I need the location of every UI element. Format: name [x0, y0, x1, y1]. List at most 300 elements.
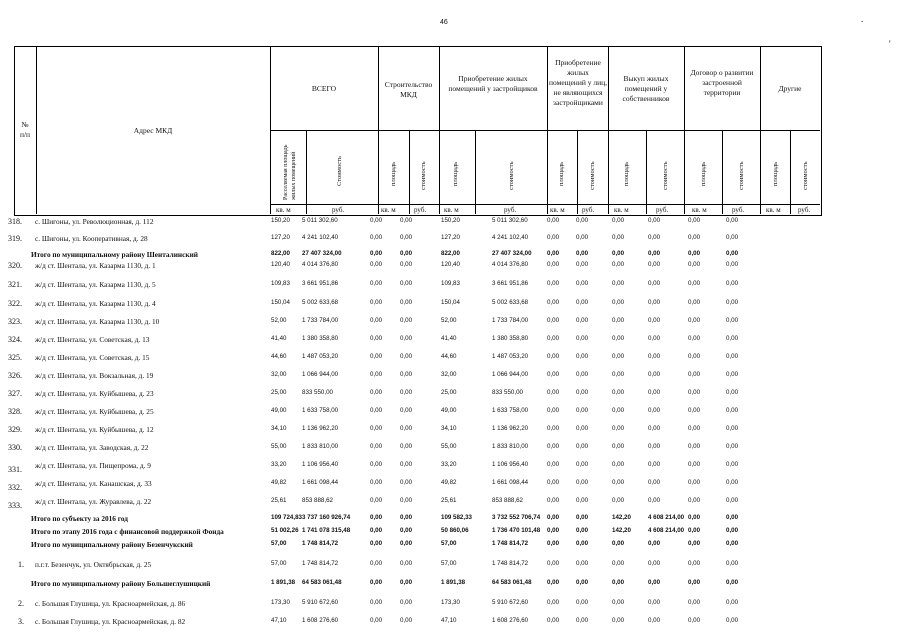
table-row	[0, 217, 905, 229]
row-value: 0,00	[648, 560, 661, 567]
row-address: с. Шигоны, ул. Революционная, д. 112	[35, 217, 154, 226]
row-value: 0,00	[400, 443, 413, 450]
table-row	[0, 261, 905, 273]
row-address: ж/д ст. Шентала, ул. Советская, д. 15	[35, 353, 150, 362]
row-value: 822,00	[441, 250, 460, 257]
row-value: 0,00	[612, 234, 625, 241]
subheader-area: площадь	[700, 161, 707, 186]
row-value: 1 748 814,72	[302, 540, 339, 547]
address-header: Адрес МКД	[133, 126, 173, 135]
row-value: 0,00	[726, 579, 739, 586]
row-value: 0,00	[576, 617, 589, 624]
table-row	[0, 299, 905, 311]
row-value: 0,00	[370, 479, 383, 486]
row-address: ж/д ст. Шентала, ул. Казарма 1130, д. 10	[35, 317, 160, 326]
row-address: ж/д ст. Шентала, ул. Советская, д. 13	[35, 335, 150, 344]
row-value: 0,00	[400, 425, 413, 432]
row-value: 0,00	[688, 407, 701, 414]
row-value: 0,00	[400, 560, 413, 567]
row-value: 0,00	[576, 527, 589, 534]
row-value: 3 737 160 926,74	[302, 514, 351, 521]
row-value: 0,00	[688, 317, 701, 324]
row-value: 0,00	[576, 234, 589, 241]
row-value: 0,00	[370, 389, 383, 396]
row-value: 0,00	[648, 250, 661, 257]
row-address: Итого по муниципальному району Безенчукский	[31, 540, 193, 549]
row-value: 0,00	[547, 560, 560, 567]
row-value: 1 733 784,00	[302, 317, 339, 324]
row-value: 0,00	[648, 317, 661, 324]
group-developers: Приобретение жилых помещений у застройщиков	[448, 74, 538, 93]
row-value: 0,00	[648, 425, 661, 432]
row-value: 127,20	[441, 234, 460, 241]
row-value: 47,10	[441, 617, 457, 624]
row-value: 25,00	[441, 389, 457, 396]
row-value: 0,00	[576, 443, 589, 450]
row-value: 3 661 951,86	[492, 280, 529, 287]
row-value: 0,00	[612, 425, 625, 432]
row-value: 0,00	[648, 579, 661, 586]
row-value: 49,82	[441, 479, 457, 486]
row-number: 1.	[18, 560, 24, 569]
row-value: 1 741 078 315,48	[302, 527, 351, 534]
row-value: 109 582,33	[441, 514, 472, 521]
row-value: 0,00	[547, 335, 560, 342]
row-value: 0,00	[400, 217, 413, 224]
row-value: 0,00	[370, 579, 383, 586]
row-value: 34,10	[271, 425, 287, 432]
row-value: 49,00	[441, 407, 457, 414]
row-value: 4 608 214,00	[648, 527, 685, 534]
row-number: 329.	[8, 425, 22, 434]
row-address: ж/д ст. Шентала, ул. Журавлева, д. 22	[35, 497, 152, 506]
row-value: 0,00	[612, 217, 625, 224]
table-row	[0, 479, 905, 491]
row-value: 0,00	[612, 335, 625, 342]
table-row	[0, 443, 905, 455]
row-value: 833 550,00	[302, 389, 333, 396]
row-value: 173,30	[441, 599, 460, 606]
row-number: 325.	[8, 353, 22, 362]
row-value: 0,00	[547, 479, 560, 486]
row-value: 0,00	[612, 461, 625, 468]
row-number: 3.	[18, 617, 24, 626]
row-address: ж/д ст. Шентала, ул. Казарма 1130, д. 4	[35, 299, 156, 308]
row-value: 57,00	[441, 540, 457, 547]
row-value: 1 106 956,40	[302, 461, 339, 468]
row-value: 27 407 324,00	[302, 250, 342, 257]
subheader-area: площадь	[558, 161, 565, 186]
row-value: 4 608 214,00	[648, 514, 685, 521]
row-value: 0,00	[688, 497, 701, 504]
row-value: 0,00	[576, 335, 589, 342]
row-value: 0,00	[547, 299, 560, 306]
table-row	[0, 540, 905, 552]
row-value: 150,20	[271, 217, 290, 224]
row-value: 120,40	[271, 261, 290, 268]
row-value: 0,00	[400, 261, 413, 268]
row-address: ж/д ст. Шентала, ул. Пищепрома, д. 9	[35, 461, 151, 470]
row-address: ж/д ст. Шентала, ул. Канашская, д. 33	[35, 479, 152, 488]
row-value: 0,00	[688, 371, 701, 378]
row-value: 0,00	[576, 579, 589, 586]
row-value: 52,00	[441, 317, 457, 324]
row-address: ж/д ст. Шентала, ул. Казарма 1130, д. 5	[35, 280, 156, 289]
row-value: 127,20	[271, 234, 290, 241]
row-value: 3 732 552 706,74	[492, 514, 541, 521]
row-value: 0,00	[612, 353, 625, 360]
unit-label: руб.	[332, 206, 345, 214]
row-value: 0,00	[612, 540, 625, 547]
row-value: 0,00	[400, 527, 413, 534]
row-number: 322.	[8, 299, 22, 308]
unit-label: руб.	[504, 206, 517, 214]
row-value: 1 833 810,00	[302, 443, 339, 450]
row-value: 0,00	[648, 299, 661, 306]
subheader-cost: стоимость	[662, 161, 669, 190]
row-number: 326.	[8, 371, 22, 380]
row-value: 0,00	[688, 599, 701, 606]
row-value: 0,00	[400, 617, 413, 624]
row-value: 109 724,83	[271, 514, 302, 521]
row-value: 0,00	[688, 261, 701, 268]
row-value: 0,00	[576, 317, 589, 324]
row-address: п.г.т. Безенчук, ул. Октябрьская, д. 25	[35, 560, 152, 569]
unit-label: руб.	[732, 206, 745, 214]
table-row	[0, 317, 905, 329]
table-row	[0, 461, 905, 473]
row-value: 1 380 358,80	[492, 335, 529, 342]
table-row	[0, 371, 905, 383]
row-value: 5 011 302,60	[492, 217, 528, 224]
row-value: 0,00	[547, 317, 560, 324]
row-value: 0,00	[726, 461, 739, 468]
row-value: 1 748 814,72	[492, 540, 529, 547]
row-value: 0,00	[547, 261, 560, 268]
row-value: 0,00	[370, 299, 383, 306]
row-value: 0,00	[648, 407, 661, 414]
row-value: 44,60	[441, 353, 457, 360]
unit-label: кв. м	[276, 206, 291, 214]
row-value: 0,00	[576, 407, 589, 414]
table-header	[14, 46, 822, 216]
row-value: 0,00	[688, 514, 701, 521]
row-value: 150,04	[441, 299, 460, 306]
row-value: 55,00	[271, 443, 287, 450]
row-value: 0,00	[648, 234, 661, 241]
row-value: 0,00	[688, 280, 701, 287]
row-value: 0,00	[726, 317, 739, 324]
row-value: 1 661 098,44	[302, 479, 339, 486]
subheader-area: площадь	[390, 161, 397, 186]
row-value: 0,00	[648, 261, 661, 268]
row-value: 0,00	[726, 527, 739, 534]
row-value: 0,00	[370, 599, 383, 606]
unit-label: руб.	[414, 206, 427, 214]
row-value: 0,00	[400, 335, 413, 342]
row-value: 0,00	[547, 280, 560, 287]
row-value: 0,00	[612, 599, 625, 606]
row-value: 49,82	[271, 479, 287, 486]
row-value: 0,00	[400, 461, 413, 468]
row-value: 1 891,38	[271, 579, 296, 586]
table-row	[0, 560, 905, 572]
group-non-developers: Приобретение жилых помещений у лиц, не являющихся застройщиками	[549, 58, 607, 107]
row-value: 0,00	[612, 497, 625, 504]
row-value: 0,00	[547, 407, 560, 414]
row-value: 0,00	[576, 425, 589, 432]
row-value: 0,00	[726, 407, 739, 414]
row-value: 0,00	[576, 299, 589, 306]
row-value: 0,00	[612, 579, 625, 586]
row-value: 0,00	[576, 217, 589, 224]
row-value: 0,00	[400, 389, 413, 396]
row-address: с. Шигоны, ул. Кооперативная, д. 28	[35, 234, 148, 243]
row-value: 0,00	[370, 407, 383, 414]
row-value: 1 833 810,00	[492, 443, 529, 450]
row-value: 0,00	[726, 389, 739, 396]
row-value: 55,00	[441, 443, 457, 450]
row-value: 5 002 633,68	[302, 299, 339, 306]
row-value: 1 066 944,00	[492, 371, 529, 378]
row-value: 0,00	[547, 461, 560, 468]
row-value: 0,00	[648, 617, 661, 624]
row-value: 0,00	[370, 443, 383, 450]
row-value: 0,00	[370, 425, 383, 432]
row-value: 0,00	[400, 299, 413, 306]
row-value: 34,10	[441, 425, 457, 432]
row-value: 0,00	[547, 527, 560, 534]
row-value: 51 002,26	[271, 527, 299, 534]
table-row	[0, 425, 905, 437]
row-address: с. Большая Глушица, ул. Красноармейская, д. 86	[35, 599, 186, 608]
row-value: 1 733 784,00	[492, 317, 529, 324]
row-value: 0,00	[726, 443, 739, 450]
subheader-cost: стоимость	[589, 161, 596, 190]
row-value: 0,00	[688, 389, 701, 396]
row-value: 49,00	[271, 407, 287, 414]
row-value: 0,00	[726, 299, 739, 306]
row-value: 0,00	[370, 617, 383, 624]
unit-label: кв. м	[692, 206, 707, 214]
row-value: 0,00	[648, 280, 661, 287]
row-value: 4 241 102,40	[492, 234, 529, 241]
row-value: 0,00	[726, 514, 739, 521]
num-header: № п/п	[19, 120, 31, 139]
row-value: 142,20	[612, 527, 631, 534]
group-development-contract: Договор о развитии застроенной территории	[690, 68, 754, 97]
row-number: 319.	[8, 234, 22, 243]
row-value: 0,00	[547, 599, 560, 606]
row-value: 0,00	[612, 280, 625, 287]
row-value: 0,00	[547, 389, 560, 396]
row-value: 0,00	[726, 261, 739, 268]
row-value: 0,00	[576, 497, 589, 504]
row-value: 0,00	[370, 250, 383, 257]
row-number: 327.	[8, 389, 22, 398]
row-value: 41,40	[271, 335, 287, 342]
subheader-area: площадь	[623, 161, 630, 186]
group-construction: Строительство МКД	[384, 80, 433, 99]
row-value: 50 860,06	[441, 527, 469, 534]
row-value: 4 241 102,40	[302, 234, 339, 241]
row-value: 0,00	[648, 371, 661, 378]
row-value: 0,00	[688, 560, 701, 567]
row-value: 0,00	[688, 335, 701, 342]
row-address: ж/д ст. Шентала, ул. Куйбышева, д. 12	[35, 425, 154, 434]
page-number: 46	[440, 19, 448, 26]
row-value: 173,30	[271, 599, 290, 606]
row-value: 0,00	[400, 497, 413, 504]
row-number: 318.	[8, 217, 22, 226]
group-other: Другие	[778, 84, 802, 93]
subheader-cost: стоимость	[738, 161, 745, 190]
row-address: ж/д ст. Шентала, ул. Заводская, д. 22	[35, 443, 149, 452]
row-address: с. Большая Глушица, ул. Красноармейская, д. 82	[35, 617, 186, 626]
row-value: 822,00	[271, 250, 290, 257]
row-value: 0,00	[688, 443, 701, 450]
row-value: 27 407 324,00	[492, 250, 532, 257]
row-value: 0,00	[400, 317, 413, 324]
unit-label: кв. м	[766, 206, 781, 214]
row-value: 1 106 956,40	[492, 461, 529, 468]
row-value: 25,61	[271, 497, 287, 504]
row-value: 0,00	[370, 234, 383, 241]
row-value: 0,00	[612, 250, 625, 257]
row-value: 1 066 944,00	[302, 371, 339, 378]
row-value: 64 583 061,48	[302, 579, 342, 586]
row-value: 0,00	[612, 371, 625, 378]
scan-mark: '	[889, 39, 891, 49]
row-value: 0,00	[648, 599, 661, 606]
row-value: 0,00	[576, 261, 589, 268]
row-value: 0,00	[400, 579, 413, 586]
row-value: 1 487 053,20	[302, 353, 339, 360]
row-number: 333.	[8, 501, 22, 510]
row-value: 0,00	[688, 234, 701, 241]
row-value: 1 661 098,44	[492, 479, 529, 486]
row-value: 853 888,62	[492, 497, 523, 504]
row-value: 0,00	[576, 514, 589, 521]
row-value: 853 888,62	[302, 497, 333, 504]
row-value: 0,00	[576, 560, 589, 567]
table-row	[0, 497, 905, 509]
row-value: 0,00	[688, 579, 701, 586]
row-address: ж/д ст. Шентала, ул. Вокзальная, д. 19	[35, 371, 154, 380]
row-value: 0,00	[688, 217, 701, 224]
row-value: 0,00	[688, 425, 701, 432]
row-value: 0,00	[547, 353, 560, 360]
row-value: 0,00	[400, 479, 413, 486]
row-value: 0,00	[648, 217, 661, 224]
row-value: 47,10	[271, 617, 287, 624]
row-value: 0,00	[370, 317, 383, 324]
row-address: Итого по муниципальному району Шенталинский	[31, 250, 198, 259]
row-value: 1 136 962,20	[302, 425, 339, 432]
row-value: 0,00	[726, 540, 739, 547]
row-value: 0,00	[612, 299, 625, 306]
row-value: 0,00	[547, 234, 560, 241]
row-number: 2.	[18, 599, 24, 608]
row-value: 1 736 470 101,48	[492, 527, 541, 534]
row-value: 0,00	[547, 497, 560, 504]
table-row	[0, 599, 905, 611]
row-number: 330.	[8, 443, 22, 452]
row-value: 0,00	[370, 540, 383, 547]
row-value: 120,40	[441, 261, 460, 268]
row-value: 0,00	[688, 527, 701, 534]
group-buyout: Выкуп жилых помещений у собственников	[622, 74, 670, 103]
row-value: 0,00	[576, 389, 589, 396]
row-value: 0,00	[726, 425, 739, 432]
row-value: 0,00	[400, 250, 413, 257]
row-address: Итого по муниципальному району Большеглушицкий	[31, 579, 211, 588]
row-value: 0,00	[576, 461, 589, 468]
row-value: 0,00	[370, 514, 383, 521]
row-value: 0,00	[547, 514, 560, 521]
unit-label: кв. м	[381, 206, 396, 214]
row-value: 0,00	[576, 479, 589, 486]
row-number: 320.	[8, 261, 22, 270]
table-row	[0, 514, 905, 526]
row-value: 0,00	[726, 371, 739, 378]
row-value: 0,00	[726, 560, 739, 567]
row-value: 57,00	[441, 560, 457, 567]
row-value: 833 550,00	[492, 389, 523, 396]
row-value: 0,00	[726, 335, 739, 342]
row-value: 0,00	[370, 527, 383, 534]
row-value: 0,00	[688, 617, 701, 624]
row-value: 109,83	[441, 280, 460, 287]
row-number: 324.	[8, 335, 22, 344]
row-value: 0,00	[370, 371, 383, 378]
subheader-cost-total: Стоимость	[336, 156, 343, 186]
row-value: 142,20	[612, 514, 631, 521]
row-value: 33,20	[441, 461, 457, 468]
row-value: 5 002 633,68	[492, 299, 529, 306]
row-value: 0,00	[370, 217, 383, 224]
row-value: 1 748 814,72	[492, 560, 529, 567]
row-value: 0,00	[648, 443, 661, 450]
row-value: 0,00	[576, 599, 589, 606]
row-value: 0,00	[612, 261, 625, 268]
row-value: 0,00	[547, 371, 560, 378]
row-value: 0,00	[547, 217, 560, 224]
subheader-cost: стоимость	[802, 161, 809, 190]
unit-label: кв. м	[614, 206, 629, 214]
row-value: 1 136 962,20	[492, 425, 529, 432]
row-value: 0,00	[547, 425, 560, 432]
row-value: 1 633 758,00	[492, 407, 529, 414]
unit-label: руб.	[582, 206, 595, 214]
row-value: 0,00	[688, 540, 701, 547]
row-address: Итого по этапу 2016 года с финансовой поддержкой Фонда	[31, 527, 224, 536]
row-value: 5 011 302,60	[302, 217, 338, 224]
row-value: 0,00	[726, 280, 739, 287]
row-value: 0,00	[576, 353, 589, 360]
row-value: 1 748 814,72	[302, 560, 339, 567]
row-number: 331.	[8, 465, 22, 474]
row-value: 0,00	[612, 389, 625, 396]
row-value: 0,00	[576, 540, 589, 547]
row-value: 25,00	[271, 389, 287, 396]
row-value: 0,00	[726, 617, 739, 624]
row-value: 0,00	[726, 353, 739, 360]
row-value: 5 910 672,60	[302, 599, 339, 606]
table-row	[0, 579, 905, 591]
row-value: 0,00	[370, 335, 383, 342]
row-value: 0,00	[400, 353, 413, 360]
